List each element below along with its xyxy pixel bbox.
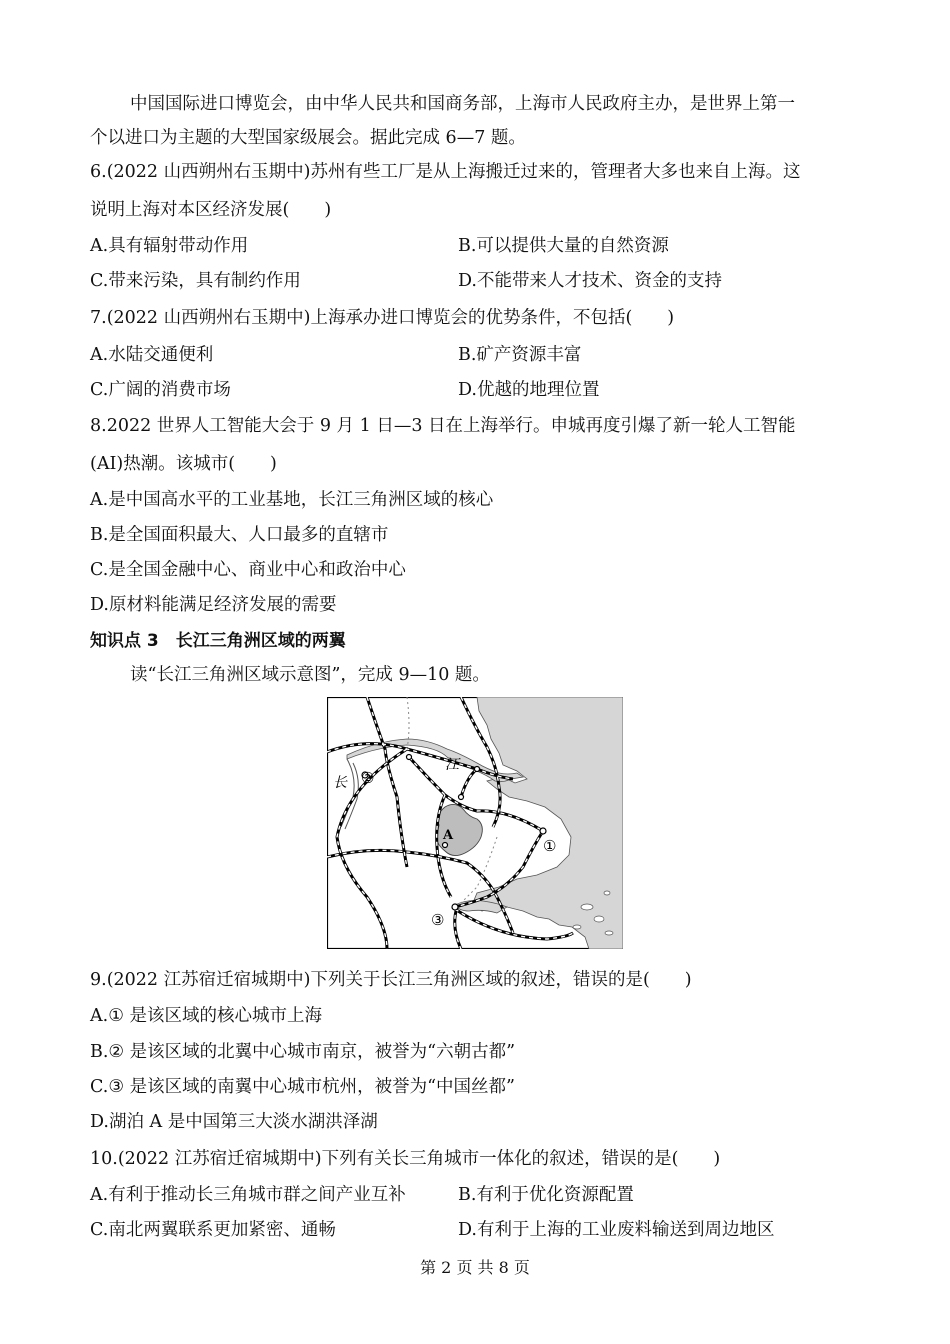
- q7-option-d: D.优越的地理位置: [458, 380, 600, 400]
- q10-stem: 10.(2022 江苏宿迁宿城期中)下列有关长三角城市一体化的叙述，错误的是( ): [90, 1149, 721, 1169]
- q10-option-a: A.有利于推动长三角城市群之间产业互补: [90, 1185, 406, 1205]
- q8-option-a: A.是中国高水平的工业基地，长江三角洲区域的核心: [90, 490, 494, 510]
- q9-option-c: C.③ 是该区域的南翼中心城市杭州，被誉为“中国丝都”: [90, 1077, 515, 1097]
- q9-option-a: A.① 是该区域的核心城市上海: [90, 1006, 322, 1026]
- page-footer: 第 2 页 共 8 页: [420, 1258, 530, 1277]
- section-intro: 读“长江三角洲区域示意图”，完成 9—10 题。: [130, 665, 490, 685]
- q7-stem: 7.(2022 山西朔州右玉期中)上海承办进口博览会的优势条件，不包括( ): [90, 308, 675, 328]
- q10-option-d: D.有利于上海的工业废料输送到周边地区: [458, 1220, 775, 1240]
- map-marker-2: ②: [361, 769, 375, 787]
- yangtze-delta-map: [327, 697, 623, 949]
- q9-option-d: D.湖泊 A 是中国第三大淡水湖洪泽湖: [90, 1112, 378, 1132]
- map-label-chang: 长: [333, 775, 347, 791]
- q10-option-b: B.有利于优化资源配置: [458, 1185, 634, 1205]
- intro-line-1: 中国国际进口博览会，由中华人民共和国商务部，上海市人民政府主办，是世界上第一: [130, 94, 795, 114]
- q8-option-c: C.是全国金融中心、商业中心和政治中心: [90, 560, 406, 580]
- q10-option-c: C.南北两翼联系更加紧密、通畅: [90, 1220, 336, 1240]
- q8-stem-line-2: (AI)热潮。该城市( ): [90, 454, 277, 474]
- q7-option-c: C.广阔的消费市场: [90, 380, 231, 400]
- q9-stem: 9.(2022 江苏宿迁宿城期中)下列关于长江三角洲区域的叙述，错误的是( ): [90, 970, 692, 990]
- q6-stem-line-1: 6.(2022 山西朔州右玉期中)苏州有些工厂是从上海搬迁过来的，管理者大多也来自上海。这: [90, 162, 801, 182]
- map-label-lake-a: A: [443, 828, 454, 843]
- map-marker-1: ①: [543, 837, 557, 855]
- map-label-jiang: 江: [445, 757, 459, 773]
- section-heading: 知识点 3 长江三角洲区域的两翼: [90, 631, 346, 651]
- q8-stem-line-1: 8.2022 世界人工智能大会于 9 月 1 日—3 日在上海举行。申城再度引爆了新一轮人工智能: [90, 416, 796, 436]
- q8-option-d: D.原材料能满足经济发展的需要: [90, 595, 337, 615]
- q7-option-b: B.矿产资源丰富: [458, 345, 582, 365]
- city-dot-shanghai: [540, 828, 546, 834]
- q6-option-b: B.可以提供大量的自然资源: [458, 236, 669, 256]
- intro-line-2: 个以进口为主题的大型国家级展会。据此完成 6—7 题。: [90, 128, 526, 148]
- q6-option-d: D.不能带来人才技术、资金的支持: [458, 271, 722, 291]
- map-marker-3: ③: [431, 911, 445, 929]
- q6-option-c: C.带来污染，具有制约作用: [90, 271, 301, 291]
- q7-option-a: A.水陆交通便利: [90, 345, 214, 365]
- city-dot-hangzhou: [452, 904, 458, 910]
- q9-option-b: B.② 是该区域的北翼中心城市南京，被誉为“六朝古都”: [90, 1042, 516, 1062]
- q6-option-a: A.具有辐射带动作用: [90, 236, 249, 256]
- q6-stem-line-2: 说明上海对本区经济发展( ): [90, 200, 332, 220]
- q8-option-b: B.是全国面积最大、人口最多的直辖市: [90, 525, 389, 545]
